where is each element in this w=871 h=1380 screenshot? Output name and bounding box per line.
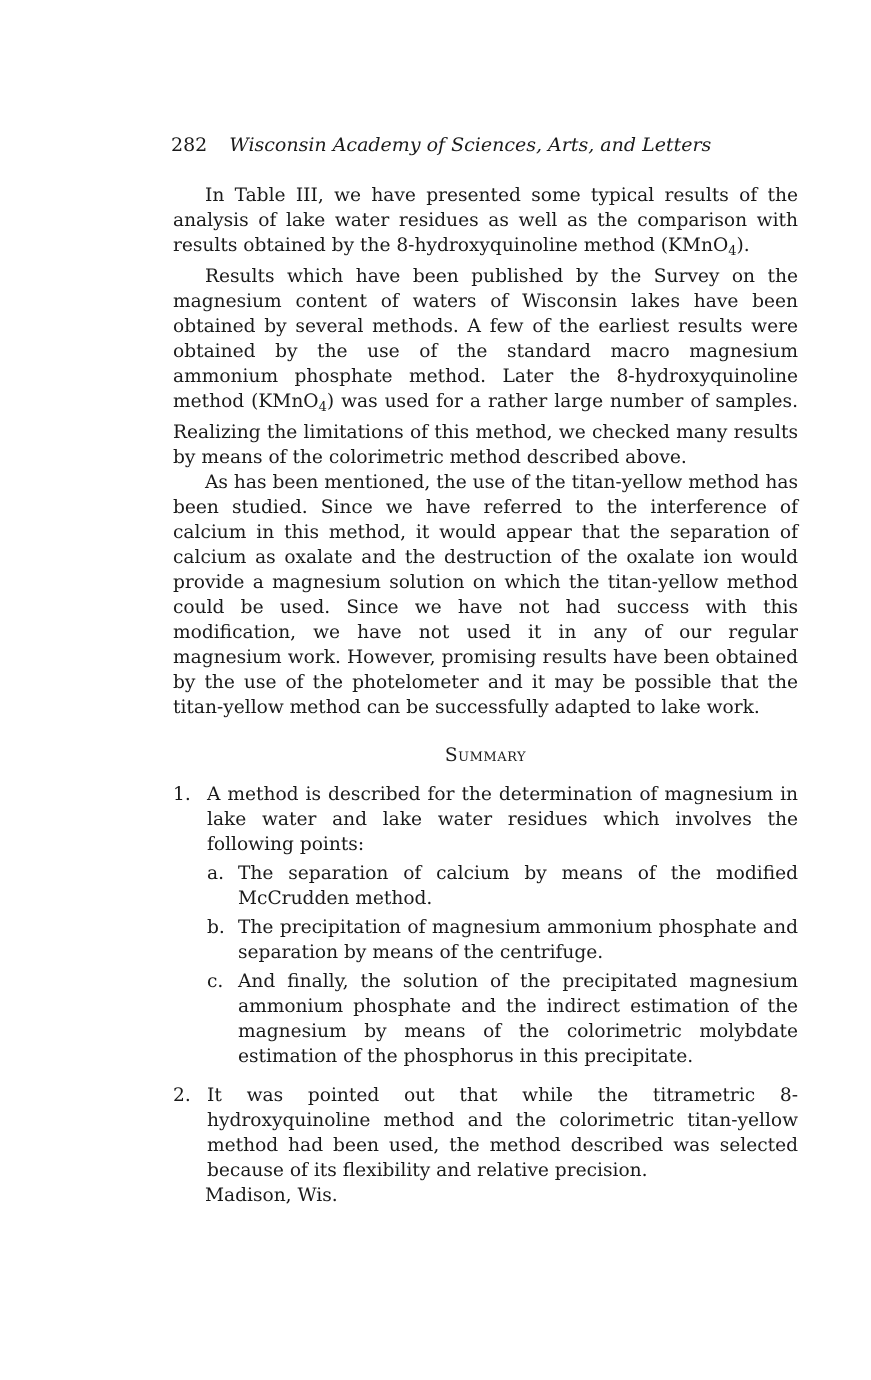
- subitem-text: The precipitation of magnesium ammonium phosphate and separation by means of the centrifuge.: [238, 916, 798, 963]
- place-line: Madison, Wis.: [205, 1184, 338, 1206]
- body-text: [173, 183, 798, 1208]
- paragraph-2: Results which have been published by the Survey on the magnesium content of waters of Wisconsin lakes have been obtained by several methods. A few of the earliest results were obtained by the use of the standard macro magnesium ammonium phosphate method. Later the 8-hydroxyquinoline method (KMnO$_4$) was used for a rather large number of samples. Realizing the limitations of this method, we checked many results by means of the colorimetric method described above.: [173, 265, 798, 468]
- summary-item-1: [173, 782, 798, 857]
- item-number: 2.: [173, 1084, 191, 1106]
- subitem-text: The separation of calcium by means of the modified McCrudden method.: [238, 862, 798, 909]
- subitem-letter: b.: [207, 916, 225, 938]
- item-number: 1.: [173, 783, 191, 805]
- summary-subitem-c: [173, 969, 798, 1069]
- subitem-letter: a.: [207, 862, 224, 884]
- subitem-text: And finally, the solution of the precipitated magnesium ammonium phosphate and the indirect estimation of the magnesium by means of the colorimetric molybdate estimation of the phosphorus in this precipitate.: [238, 970, 798, 1067]
- running-header: [171, 133, 791, 157]
- summary-heading: Summary: [444, 744, 527, 766]
- item-text: A method is described for the determination of magnesium in lake water and lake water residues which involves the following points:: [207, 783, 798, 855]
- paragraph-1: In Table III, we have presented some typical results of the analysis of lake water residues as well as the comparison with results obtained by the 8-hydroxyquinoline method (KMnO$_4$).: [173, 185, 798, 259]
- summary-subitem-b: [173, 915, 798, 965]
- page-number: 282: [171, 134, 208, 156]
- journal-title: Wisconsin Academy of Sciences, Arts, and Letters: [229, 134, 712, 156]
- subitem-letter: c.: [207, 970, 224, 992]
- paragraph-3: As has been mentioned, the use of the titan-yellow method has been studied. Since we have referred to the interference of calcium in this method, it would appear that the separation of calcium as oxalate and the destruction of the oxalate ion would provide a magnesium solution on which the titan-yellow method could be used. Since we have not had success with this modification, we have not used it in any of our regular magnesium work. However, promising results have been obtained by the use of the photelometer and it may be possible that the titan-yellow method can be successfully adapted to lake work.: [173, 471, 798, 718]
- summary-subitem-a: [173, 861, 798, 911]
- summary-item-2: [173, 1083, 798, 1183]
- item-text: It was pointed out that while the titrametric 8-hydroxyquinoline method and the colorimetric titan-yellow method had been used, the method described was selected because of its flexibility and relative precision.: [207, 1084, 798, 1181]
